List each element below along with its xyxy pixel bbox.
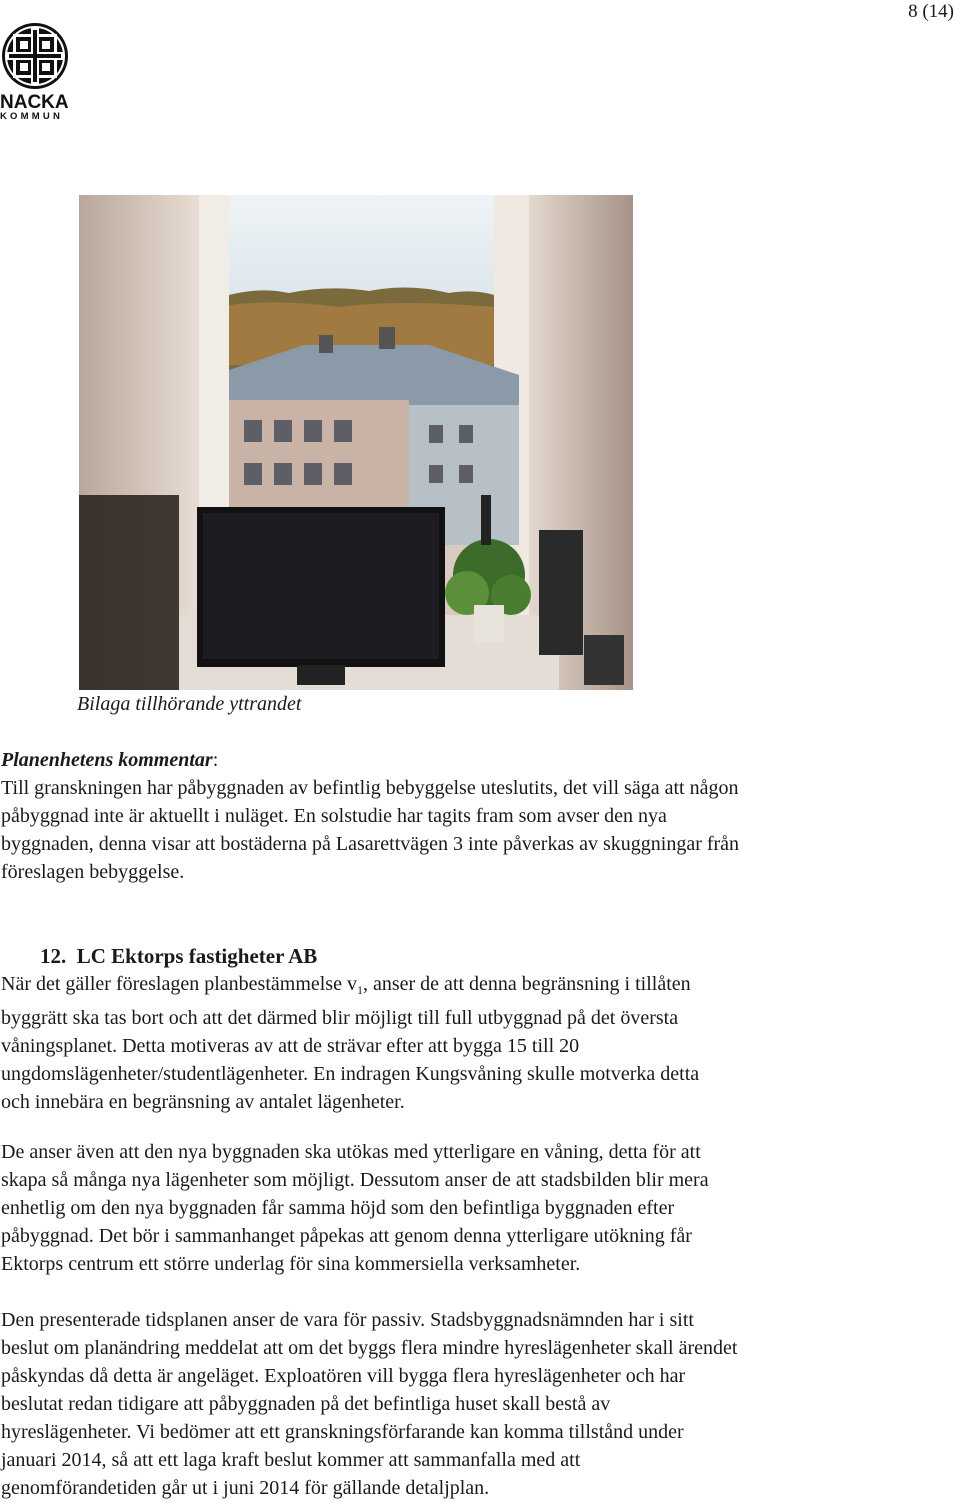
window-view-photo: [79, 195, 633, 690]
comment-heading-colon: :: [212, 749, 219, 771]
page-number: 8 (14): [908, 1, 954, 22]
paragraph-line: Den presenterade tidsplanen anser de vara för passiv. Stadsbyggnadsnämnden har i sitt: [1, 1309, 694, 1331]
paragraph-line: skapa så många nya lägenheter som möjligt. Dessutom anser de att stadsbilden blir mera: [1, 1169, 709, 1191]
paragraph-line: hyreslägenheter. Vi bedömer att ett granskningsförfarande kan komma tillstånd under: [1, 1421, 684, 1443]
paragraph-line: Ektorps centrum ett större underlag för sina kommersiella verksamheter.: [1, 1253, 581, 1275]
nacka-kommun-logo: [0, 20, 74, 94]
paragraph-line: och innebära en begränsning av antalet lägenheter.: [1, 1091, 405, 1113]
paragraph-line: De anser även att den nya byggnaden ska utökas med ytterligare en våning, detta för att: [1, 1141, 701, 1163]
paragraph-line: beslut om planändring meddelat att om det byggs flera mindre hyreslägenheter skall ärendet: [1, 1337, 738, 1359]
comment-line: föreslagen bebyggelse.: [1, 861, 185, 883]
section-title: LC Ektorps fastigheter AB: [76, 944, 318, 968]
text-span: När det gäller föreslagen planbestämmelse v: [1, 973, 357, 995]
paragraph-line: våningsplanet. Detta motiveras av att de strävar efter att bygga 15 till 20: [1, 1035, 580, 1057]
paragraph-1: [1, 970, 901, 1116]
paragraph-1-first-line: [1, 970, 901, 1004]
comment-line: byggnaden, denna visar att bostäderna på Lasarettvägen 3 inte påverkas av skuggningar från: [1, 833, 740, 855]
paragraph-2: [1, 1138, 901, 1278]
logo-wordmark: [0, 94, 74, 122]
logo-line-2: KOMMUN: [0, 111, 63, 122]
paragraph-line: enhetlig om den nya byggnaden får samma höjd som den befintliga byggnaden efter: [1, 1197, 675, 1219]
subscript: 1: [356, 983, 363, 997]
paragraph-3: [1, 1306, 901, 1502]
paragraph-line: genomförandetiden går ut i juni 2014 för gällande detaljplan.: [1, 1477, 490, 1499]
paragraph-line: ungdomslägenheter/studentlägenheter. En indragen Kungsvåning skulle motverka detta: [1, 1063, 700, 1085]
comment-line: påbyggnad inte är aktuellt i nuläget. En solstudie har tagits fram som avser den nya: [1, 805, 667, 827]
text-span: , anser de att denna begränsning i tillåten: [362, 973, 691, 995]
comment-line: Till granskningen har påbyggnaden av befintlig bebyggelse uteslutits, det vill säga att någon: [1, 777, 739, 799]
paragraph-line: byggrätt ska tas bort och att det därmed blir möjligt till full utbyggnad på det översta: [1, 1007, 679, 1029]
comment-block: [1, 746, 901, 886]
paragraph-line: påbyggnad. Det bör i sammanhanget påpekas att genom denna ytterligare utökning får: [1, 1225, 692, 1247]
section-heading: [40, 942, 317, 970]
comment-heading: Planenhetens kommentar: [1, 749, 213, 771]
paragraph-line: januari 2014, så att ett laga kraft beslut kommer att sammanfalla med att: [1, 1449, 581, 1471]
figure-caption: Bilaga tillhörande yttrandet: [77, 693, 302, 715]
comment-heading-line: [1, 746, 901, 774]
paragraph-line: påskyndas då detta är angeläget. Exploatören vill bygga flera hyreslägenheter och har: [1, 1365, 686, 1387]
paragraph-line: beslutat redan tidigare att påbyggnaden på det befintliga huset skall bestå av: [1, 1393, 611, 1415]
logo-line-1: NACKA: [0, 92, 69, 113]
section-number: 12.: [40, 944, 67, 968]
